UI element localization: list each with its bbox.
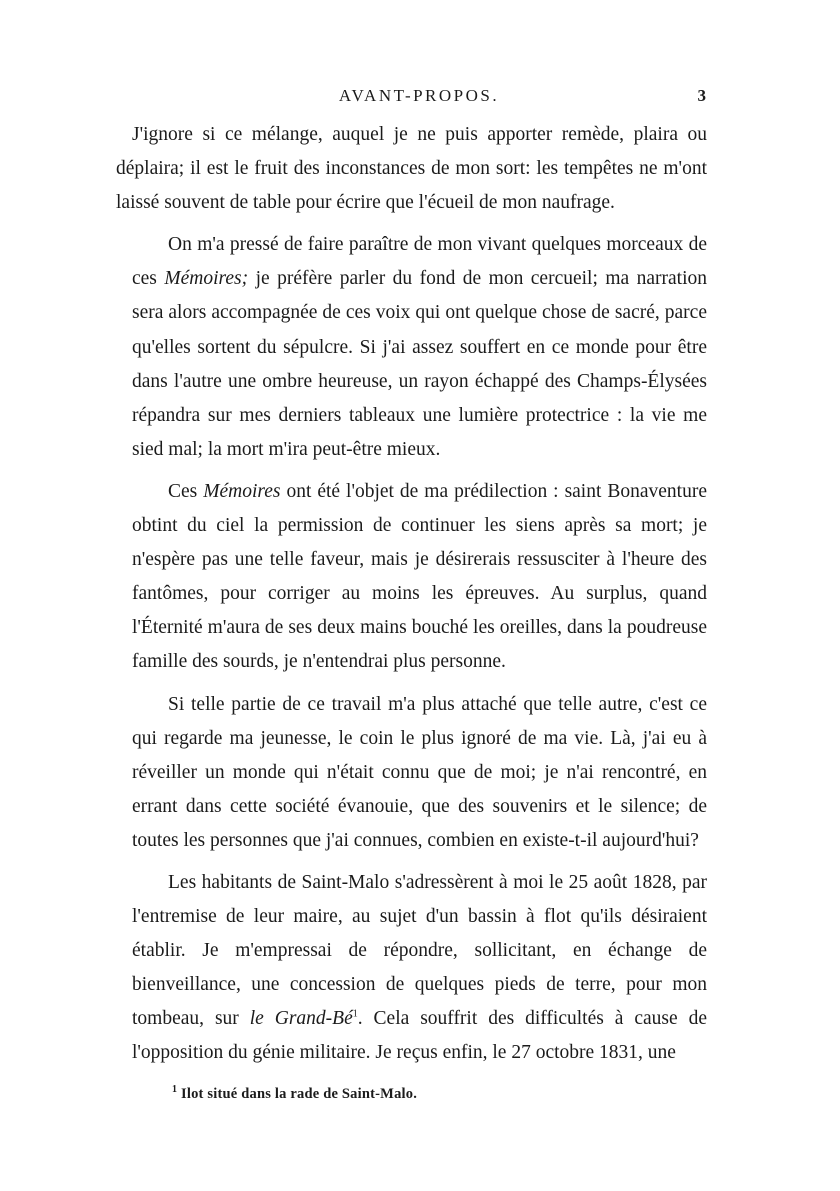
paragraph-1-text: J'ignore si ce mélange, auquel je ne puis apporter remède, plaira ou déplaira; il est le fruit des inconstances de mon sort: les tempêtes ne m'ont laissé souvent de table pour écrire que l'écueil de mon naufrage. bbox=[116, 124, 707, 214]
running-head bbox=[132, 86, 706, 110]
footnote-text: Ilot situé dans la rade de Saint-Malo. bbox=[181, 1086, 418, 1102]
paragraph-5-text-a: Les habitants de Saint-Malo s'adressèrent à moi le 25 août 1828, par l'entremise de leur maire, au sujet d'un bassin à flot qu'ils désiraient établir. Je m'empressai de répondre, sollicitant, en échange de bienveillance, une concession de quelques pieds de terre, pour mon tombeau, sur bbox=[132, 871, 707, 1030]
paragraph-5-italic: le Grand-Bé bbox=[249, 1008, 353, 1030]
paragraph-4-text: Si telle partie de ce travail m'a plus attaché que telle autre, c'est ce qui regarde ma jeunesse, le coin le plus ignoré de ma vie. Là, j'ai eu à réveiller un monde qui n'était connu que de moi; je n'ai rencontré, en errant dans cette société évanouie, que des souvenirs et le silence; de toutes les personnes que j'ai connues, combien en existe-t-il aujourd'hui? bbox=[132, 693, 707, 851]
footnote-reference: 1 bbox=[352, 1008, 358, 1020]
paragraph-3-text-a: Ces bbox=[168, 480, 204, 502]
paragraph-2-text-b: je préfère parler du fond de mon cercueil; ma narration sera alors accompagnée de ces voix qui ont quelque chose de sacré, parce qu'elles sortent du sépulcre. Si j'ai assez souffert en ce monde pour être dans l'autre une ombre heureuse, un rayon échappé des Champs-Élysées répandra sur mes derniers tableaux une lumière protectrice : la vie me sied mal; la mort m'ira peut-être mieux. bbox=[132, 268, 708, 460]
paragraph-3-italic: Mémoires bbox=[203, 480, 281, 502]
running-title: AVANT-PROPOS. bbox=[338, 86, 500, 105]
footnote-mark: 1 bbox=[172, 1084, 178, 1096]
paragraph-5 bbox=[132, 866, 707, 1071]
paragraph-1 bbox=[116, 118, 707, 220]
paragraph-2-italic: Mémoires; bbox=[164, 268, 249, 290]
paragraph-4 bbox=[132, 688, 707, 858]
page-number: 3 bbox=[697, 86, 706, 105]
body-text bbox=[116, 118, 708, 1079]
paragraph-3-text-b: ont été l'objet de ma prédilection : saint Bonaventure obtint du ciel la permission de continuer les siens après sa mort; je n'espère pas une telle faveur, mais je désirerais ressusciter à l'heure des fantômes, pour corriger au moins les épreuves. Au surplus, quand l'Éternité m'aura de ses deux mains bouché les oreilles, dans la poudreuse famille des sourds, je n'entendrai plus personne. bbox=[132, 480, 707, 673]
footnote bbox=[172, 1086, 712, 1103]
paragraph-5-text-b: . Cela souffrit des difficultés à cause de l'opposition du génie militaire. Je reçus enfin, le 27 octobre 1831, une bbox=[132, 1008, 707, 1064]
paragraph-2 bbox=[132, 228, 707, 467]
paragraph-3 bbox=[132, 475, 707, 680]
paragraph-2-text-a: On m'a pressé de faire paraître de mon vivant quelques morceaux de ces bbox=[132, 234, 707, 290]
